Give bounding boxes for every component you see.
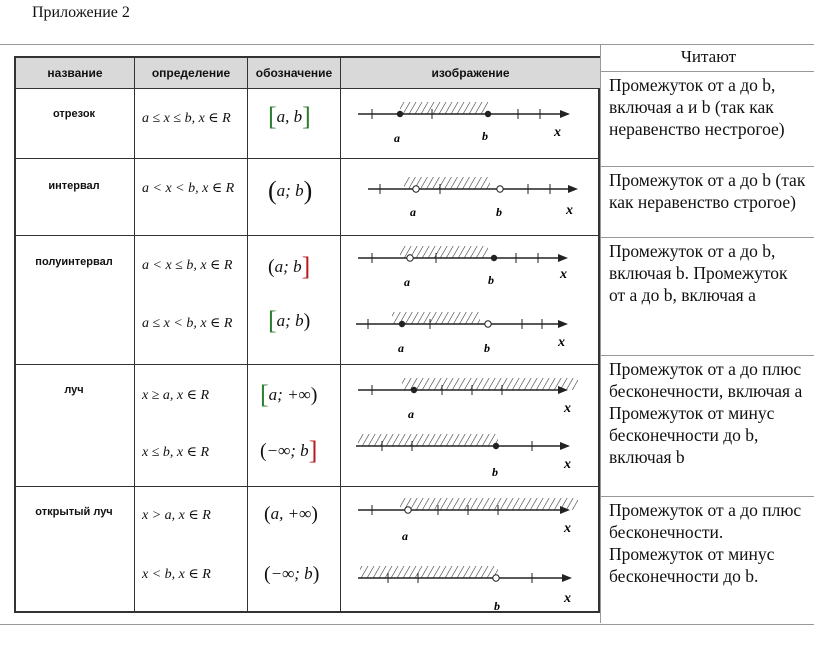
axis-label-x: x	[564, 401, 571, 416]
row-name-open-ray: открытый луч	[35, 506, 113, 518]
axis-label-x: x	[564, 591, 571, 606]
definition: a ≤ x ≤ b, x ∈ R	[142, 111, 231, 126]
axis-label-x: x	[564, 521, 571, 536]
axis-label-a: a	[404, 275, 410, 289]
reading-row: Промежуток от a до b, включая b. Промежуток от a до b, включая a	[601, 237, 814, 357]
reading-row: Промежуток от a до b (так как неравенство строгое)	[601, 166, 814, 239]
header-definition: определение	[135, 58, 247, 88]
axis-label-b: b	[484, 341, 490, 355]
notation: [ a; +∞ )	[260, 380, 318, 409]
axis-label-a: a	[410, 205, 416, 219]
row-divider	[16, 235, 598, 236]
axis-label-x: x	[554, 125, 561, 140]
number-line-open-ray-right	[352, 496, 592, 548]
number-line-interval	[352, 172, 592, 224]
header-image: изображение	[341, 58, 600, 88]
axis-label-b: b	[482, 129, 488, 143]
axis-label-b: b	[488, 273, 494, 287]
notation: ( −∞; b )	[264, 563, 320, 585]
definition: a ≤ x < b, x ∈ R	[142, 316, 233, 331]
intervals-table	[14, 56, 600, 613]
number-line-segment	[352, 98, 592, 150]
definition: x ≥ a, x ∈ R	[142, 388, 210, 403]
number-line-ray-left	[352, 432, 592, 482]
notation: [ a; b )	[268, 306, 311, 335]
axis-label-a: a	[394, 131, 400, 145]
row-name-interval: интервал	[48, 180, 100, 192]
definition: a < x < b, x ∈ R	[142, 181, 235, 196]
axis-label-a: a	[398, 341, 404, 355]
notation: ( −∞; b ]	[260, 436, 318, 465]
axis-label-b: b	[494, 599, 500, 613]
number-line-open-ray-left	[352, 562, 592, 614]
row-name-half-interval: полуинтервал	[35, 256, 113, 268]
row-divider	[16, 364, 598, 365]
number-line-half-interval-right-closed	[352, 244, 592, 294]
reading-row: Промежуток от a до b, включая a и b (так как неравенство нестрогое)	[601, 71, 814, 168]
row-name-segment: отрезок	[52, 108, 96, 120]
column-divider	[340, 58, 341, 611]
notation: ( a; b ]	[268, 252, 311, 281]
axis-label-a: a	[402, 529, 408, 543]
page-heading: Приложение 2	[32, 4, 130, 21]
row-divider	[16, 158, 598, 159]
notation: ( a, +∞ )	[264, 503, 318, 525]
axis-label-x: x	[564, 457, 571, 472]
axis-label-x: x	[566, 203, 573, 218]
header-name: название	[16, 58, 134, 88]
row-name-ray: луч	[64, 384, 84, 396]
number-line-half-interval-left-closed	[352, 312, 592, 362]
column-divider	[247, 58, 248, 611]
header-notation: обозначение	[248, 58, 340, 88]
definition: x ≤ b, x ∈ R	[142, 445, 210, 460]
reading-column	[600, 44, 814, 623]
notation: ( a; b )	[268, 176, 313, 205]
definition: x > a, x ∈ R	[142, 508, 211, 523]
notation: [ a, b ]	[268, 102, 311, 131]
number-line-ray-right	[352, 376, 592, 426]
reading-row: Промежуток от a до плюс бесконечности. Промежуток от минус бесконечности до b.	[601, 496, 814, 619]
axis-label-x: x	[558, 335, 565, 350]
column-divider	[134, 58, 135, 611]
reading-header: Читают	[680, 47, 737, 66]
definition: a < x ≤ b, x ∈ R	[142, 258, 233, 273]
reading-row: Промежуток от a до плюс бесконечности, включая a Промежуток от минус бесконечности до b, включая b	[601, 355, 814, 498]
axis-label-b: b	[492, 465, 498, 479]
axis-label-b: b	[496, 205, 502, 219]
row-divider	[16, 88, 598, 89]
row-divider	[16, 486, 598, 487]
axis-label-x: x	[560, 267, 567, 282]
definition: x < b, x ∈ R	[142, 567, 211, 582]
axis-label-a: a	[408, 407, 414, 421]
